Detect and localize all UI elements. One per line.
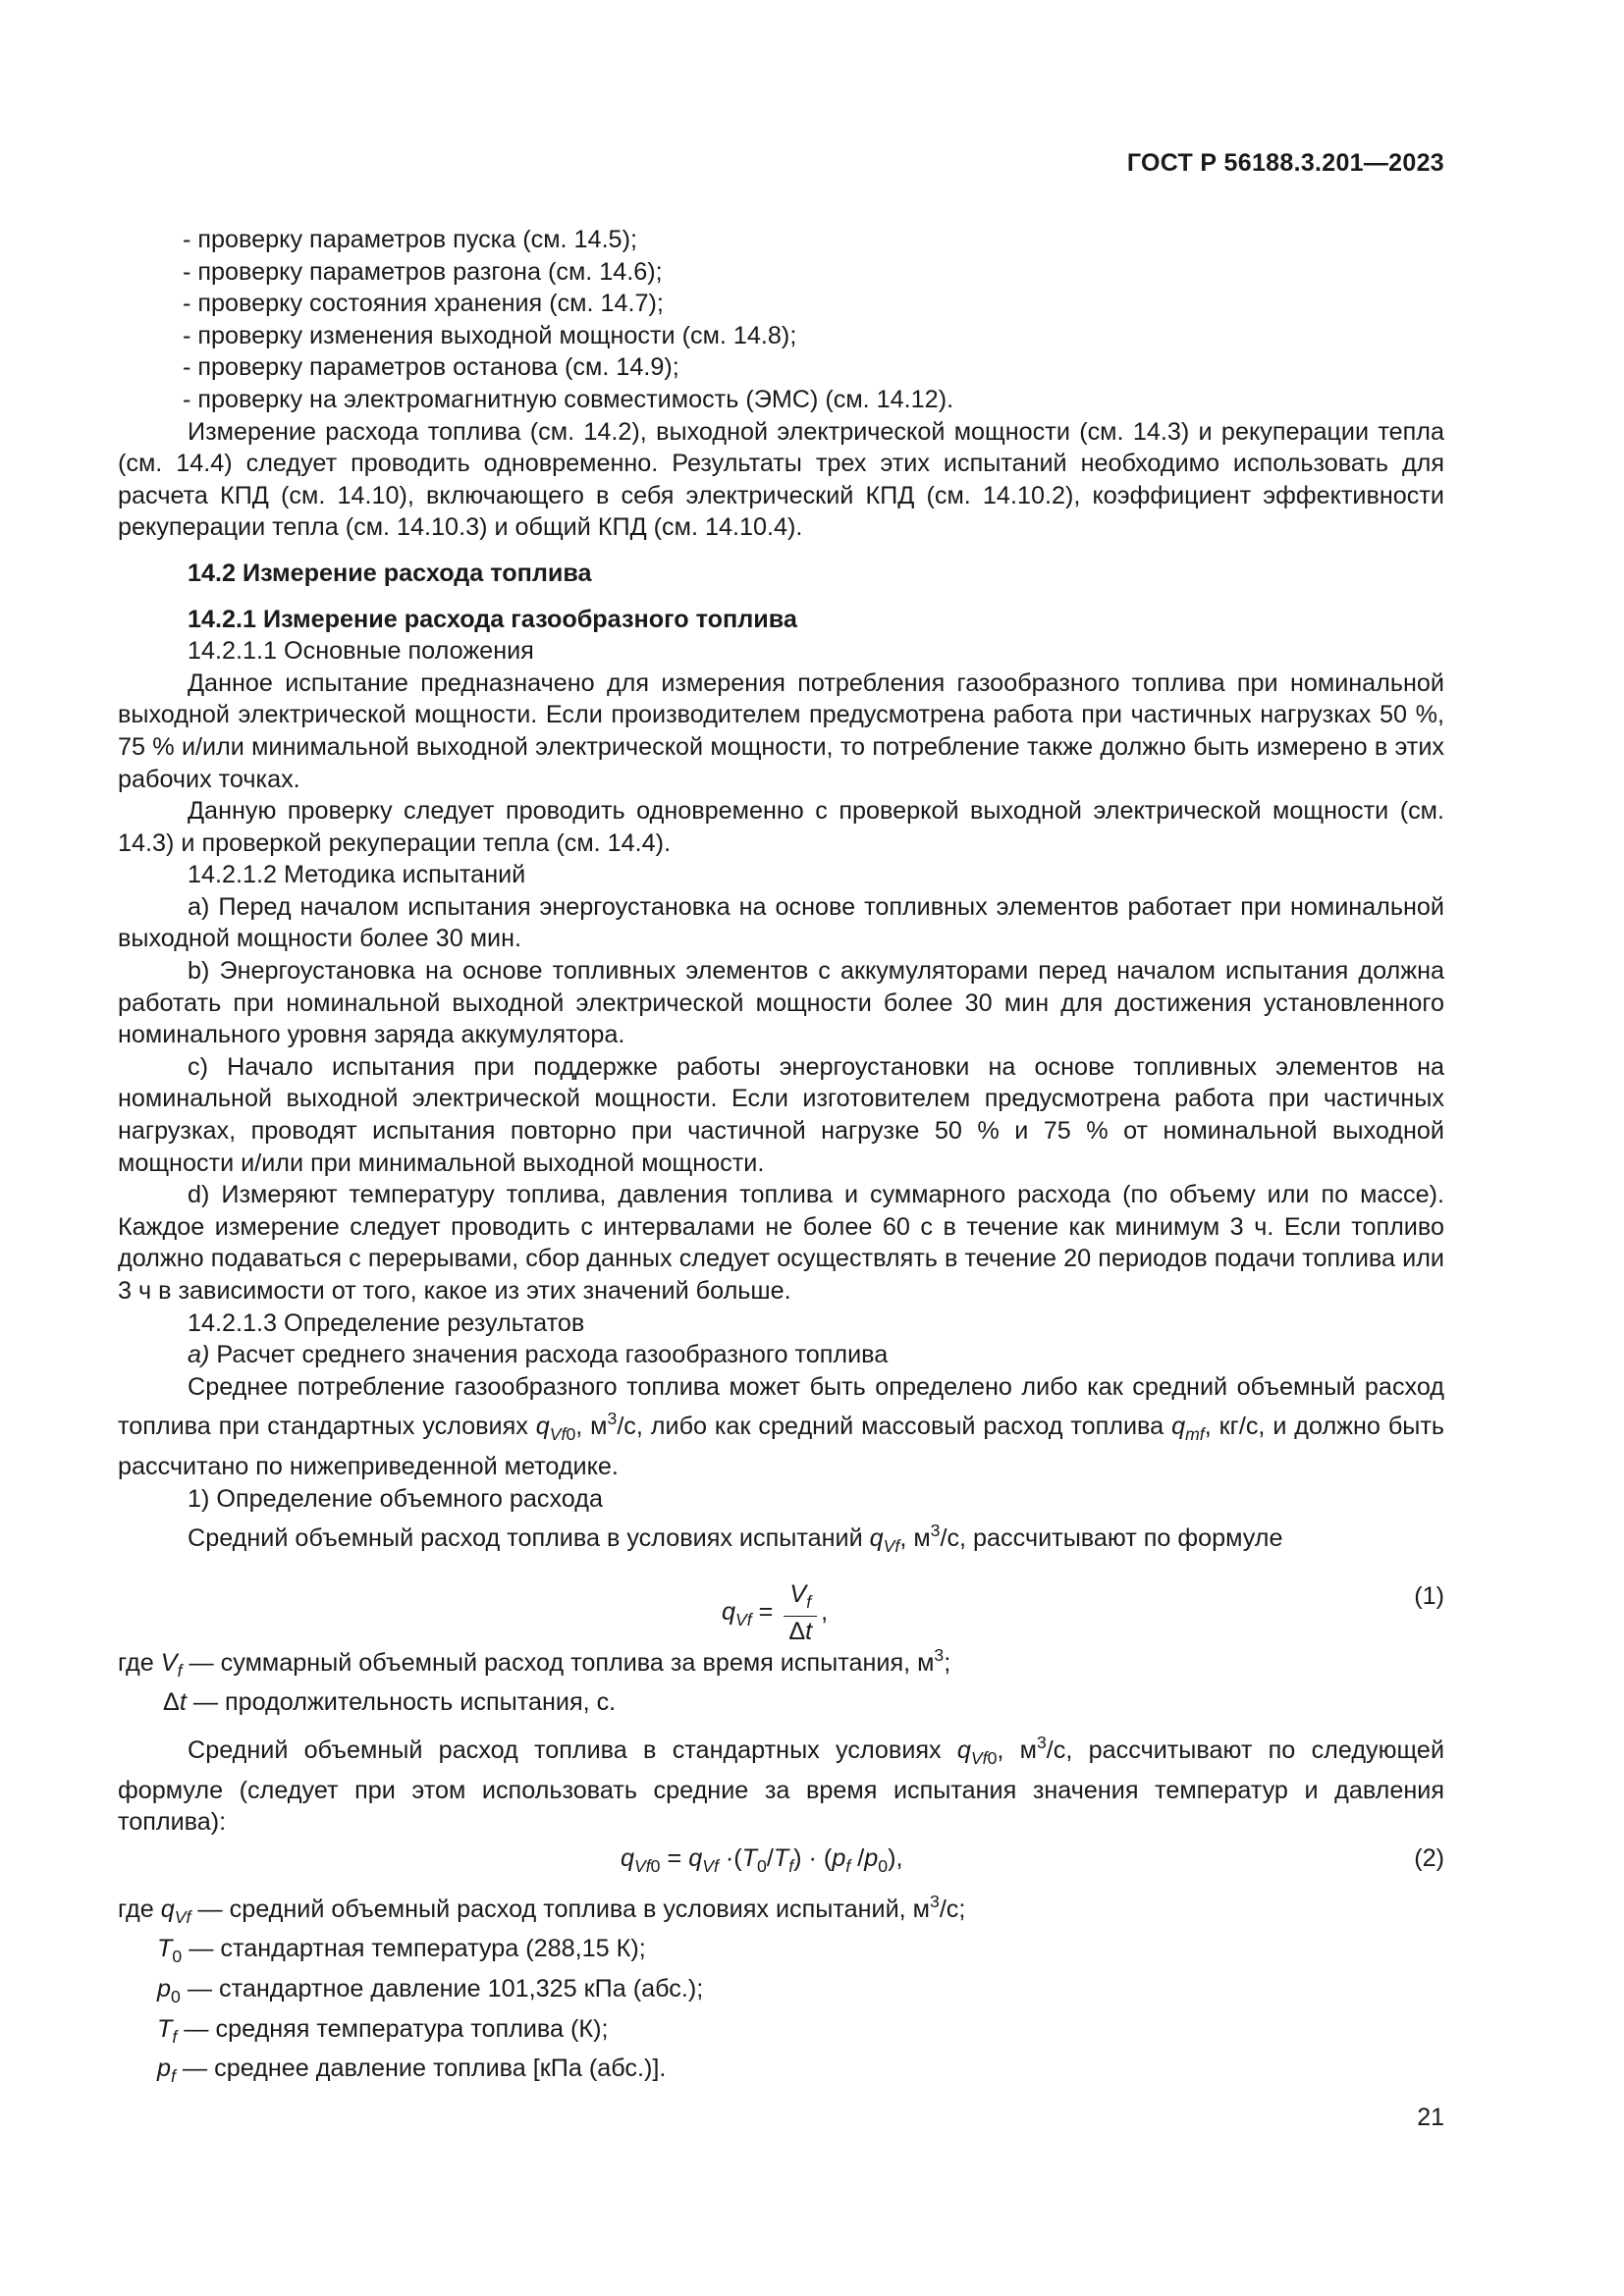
subsection-heading-14-2-1-3: 14.2.1.3 Определение результатов (188, 1308, 585, 1337)
volumetric-subheading: 1) Определение объемного расхода (188, 1484, 603, 1513)
section-heading-14-2-1: 14.2.1 Измерение расхода газообразного топлива (188, 605, 797, 633)
equation-1 (118, 1571, 1444, 1645)
where-2-line-a: где $q_{Vf}$ — средний объемный расход топлива в условиях испытаний, $м^3/с$; (118, 1891, 966, 1927)
document-body (118, 224, 1444, 2093)
volumetric-paragraph: Средний объемный расход топлива в условиях испытаний $q_{Vf}$, $м^3/с$, рассчитывают по формуле (188, 1521, 1283, 1557)
equation-1-number: (1) (1414, 1581, 1444, 1610)
equation-2 (118, 1839, 1444, 1886)
method-item-b: b) Энергоустановка на основе топливных элементов с аккумуляторами перед началом испытания должна работать при номинальной выходной электрической мощности более 30 мин для достижения установленного номинального уровня заряда аккумулятора. (118, 957, 1444, 1049)
page-number: 21 (1417, 2104, 1444, 2131)
equation-2-number: (2) (1414, 1843, 1444, 1872)
section-heading-14-2: 14.2 Измерение расхода топлива (188, 559, 592, 587)
average-consumption-paragraph: Среднее потребление газообразного топлива может быть определено либо как средний объемный расход топлива при стандартных условиях $q_{Vf0}$, $м^3/с$, либо как средний массовый расход топлива $q_{mf}$, кг/с, и должно быть рассчитано по нижеприведенной методике. (118, 1372, 1445, 1480)
where-2-line-c: $p_0$ — стандартное давление 101,325 кПа (абс.); (157, 1974, 704, 2006)
results-item-a-text: Расчет среднего значения расхода газообразного топлива (216, 1341, 889, 1369)
where-2-line-e: $p_f$ — среднее давление топлива [кПа (абс.)]. (157, 2055, 667, 2087)
subsection-heading-14-2-1-1: 14.2.1.1 Основные положения (188, 637, 534, 666)
list-item: - проверку параметров останова (см. 14.9); (183, 353, 679, 382)
standard-flow-paragraph: Средний объемный расход топлива в стандартных условиях $q_{Vf0}$, $м^3/с$, рассчитывают по следующей формуле (следует при этом использовать средние за время испытания значения температур и давления топлива): (118, 1732, 1445, 1837)
list-item: - проверку на электромагнитную совместимость (ЭМС) (см. 14.12). (183, 385, 954, 413)
where-2-line-b: $T_0$ — стандартная температура (288,15 К); (157, 1935, 646, 1967)
equation-2-expression: $q_{Vf0} = q_{Vf} \cdot(T_0/T_f) \cdot (p_f$ $/p_0$), (621, 1843, 903, 1876)
method-item-c: c) Начало испытания при поддержке работы энергоустановки на основе топливных элементов на номинальной выходной электрической мощности. Если изготовителем предусмотрена работа при частичных нагрузках, проводят испытания повторно при частичной нагрузке 50 % и 75 % от номинальной выходной мощности и/или при минимальной выходной мощности. (118, 1052, 1444, 1177)
equation-1-expression: $q_{Vf}$ = $\frac{V_f}{\Delta t}$ , (722, 1579, 829, 1645)
purpose-paragraph: Данное испытание предназначено для измерения потребления газообразного топлива при номинальной выходной электрической мощности. Если производителем предусмотрена работа при частичных нагрузках 50 %, 75 % и/или минимальной выходной электрической мощности, то потребление также должно быть измерено в этих рабочих точках. (118, 668, 1444, 793)
list-item: - проверку параметров пуска (см. 14.5); (183, 226, 637, 253)
subsection-heading-14-2-1-2: 14.2.1.2 Методика испытаний (188, 861, 526, 889)
intro-paragraph: Измерение расхода топлива (см. 14.2), выходной электрической мощности (см. 14.3) и рекуперации тепла (см. 14.4) следует проводить одновременно. Результаты трех этих испытаний необходимо использовать для расчета КПД (см. 14.10), включающего в себя электрический КПД (см. 14.10.2), коэффициент эффективности рекуперации тепла (см. 14.10.3) и общий КПД (см. 14.10.4). (118, 417, 1444, 542)
where-1-line-b: Δt — продолжительность испытания, с. (163, 1688, 617, 1717)
list-item: - проверку параметров разгона (см. 14.6); (183, 257, 663, 286)
results-item-a-label: a) (188, 1341, 210, 1369)
where-1-line-a: где $V_f$ — суммарный объемный расход топлива за время испытания, $м^3$; (118, 1644, 951, 1681)
document-header: ГОСТ Р 56188.3.201—2023 (1126, 149, 1444, 177)
results-item-a (118, 1339, 1444, 1371)
list-item: - проверку изменения выходной мощности (см. 14.8); (183, 321, 797, 349)
method-item-d: d) Измеряют температуру топлива, давления топлива и суммарного расхода (по объему или по массе). Каждое измерение следует проводить с интервалами не более 60 с в течение как минимум 3 ч. Если топливо должно подаваться с перерывами, сбор данных следует осуществлять в течение 20 периодов подачи топлива или 3 ч в зависимости от того, какое из этих значений больше. (118, 1181, 1444, 1305)
list-item: - проверку состояния хранения (см. 14.7); (183, 290, 664, 318)
method-item-a: a) Перед началом испытания энергоустановка на основе топливных элементов работает при номинальной выходной мощности более 30 мин. (118, 892, 1444, 953)
where-2-line-d: $T_f$ — средняя температура топлива (К); (157, 2014, 609, 2047)
simultaneous-paragraph: Данную проверку следует проводить одновременно с проверкой выходной электрической мощности (см. 14.3) и проверкой рекуперации тепла (см. 14.4). (118, 797, 1444, 857)
